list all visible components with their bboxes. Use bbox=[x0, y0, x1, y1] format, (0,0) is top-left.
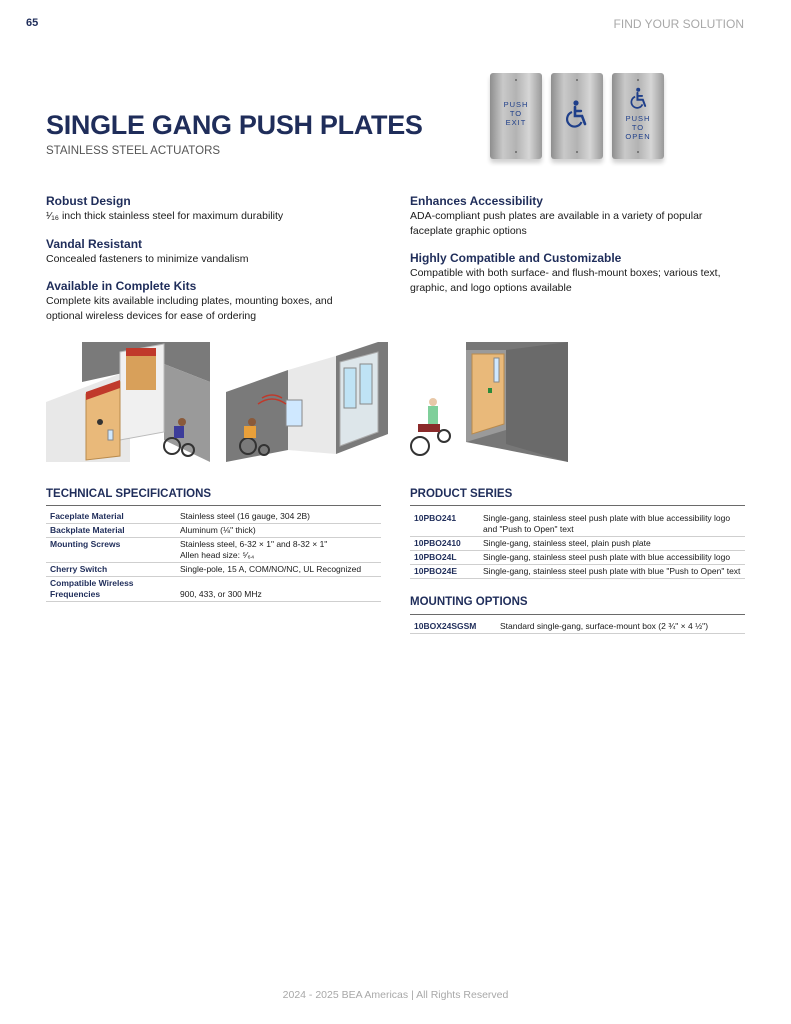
accessibility-logo-plate bbox=[551, 73, 603, 159]
feature-robust-design bbox=[46, 194, 381, 224]
spec-value: Single-pole, 15 A, COM/NO/NC, UL Recognized bbox=[176, 563, 381, 577]
spec-label: Faceplate Material bbox=[46, 510, 176, 524]
spec-label: Compatible Wireless Frequencies bbox=[46, 577, 176, 602]
spec-value: Stainless steel (16 gauge, 304 2B) bbox=[176, 510, 381, 524]
product-code: 10PBO241 bbox=[410, 512, 479, 537]
push-to-exit-plate bbox=[490, 73, 542, 159]
feature-compatible bbox=[410, 251, 745, 295]
feature-vandal-resistant bbox=[46, 237, 381, 267]
feature-text: ADA-compliant push plates are available in a variety of popular faceplate graphic options bbox=[410, 210, 703, 237]
feature-heading: Vandal Resistant bbox=[46, 237, 143, 251]
feature-text: Concealed fasteners to minimize vandalism bbox=[46, 253, 249, 265]
product-code: 10PBO24L bbox=[410, 551, 479, 565]
page-subtitle: STAINLESS STEEL ACTUATORS bbox=[46, 145, 221, 157]
illustration-double-door bbox=[46, 342, 210, 462]
feature-heading: Available in Complete Kits bbox=[46, 279, 197, 293]
wheelchair-icon bbox=[564, 100, 590, 130]
section-divider bbox=[410, 614, 745, 615]
mounting-options-table bbox=[410, 620, 745, 634]
section-label: FIND YOUR SOLUTION bbox=[613, 17, 744, 31]
table-row bbox=[410, 512, 745, 537]
table-row bbox=[410, 537, 745, 551]
feature-text: Complete kits available including plates, mounting boxes, and optional wireless devices for ease of ordering bbox=[46, 295, 333, 322]
product-series-table bbox=[410, 512, 745, 579]
push-to-open-plate bbox=[612, 73, 664, 159]
plate-text-open: PUSH TO OPEN bbox=[625, 114, 651, 141]
product-description: Single-gang, stainless steel, plain push plate bbox=[479, 537, 745, 551]
illustration-single-door bbox=[404, 342, 568, 462]
spec-label: Backplate Material bbox=[46, 524, 176, 538]
feature-heading: Highly Compatible and Customizable bbox=[410, 251, 622, 265]
illustration-wireless-door bbox=[226, 342, 388, 462]
feature-text: ¹⁄₁₆ inch thick stainless steel for maximum durability bbox=[46, 210, 284, 222]
plate-text-exit: PUSH TO EXIT bbox=[503, 100, 529, 127]
product-description: Single-gang, stainless steel push plate with blue accessibility logo bbox=[479, 551, 745, 565]
feature-heading: Robust Design bbox=[46, 194, 131, 208]
table-row bbox=[410, 565, 745, 579]
footer-copyright: 2024 - 2025 BEA Americas | All Rights Reserved bbox=[282, 989, 509, 1001]
product-code: 10PBO2410 bbox=[410, 537, 479, 551]
table-row bbox=[46, 577, 381, 602]
product-description: Single-gang, stainless steel push plate with blue accessibility logo and "Push to Open" text bbox=[479, 512, 745, 537]
page-title: SINGLE GANG PUSH PLATES bbox=[46, 110, 423, 140]
product-code: 10BOX24SGSM bbox=[410, 620, 496, 634]
feature-text: Compatible with both surface- and flush-mount boxes; various text, graphic, and logo options available bbox=[410, 267, 721, 294]
feature-complete-kits bbox=[46, 279, 366, 323]
wheelchair-icon bbox=[629, 87, 649, 111]
spec-value: Stainless steel, 6-32 × 1" and 8-32 × 1" Allen head size: ⁵⁄₆₄ bbox=[176, 538, 381, 563]
table-row bbox=[46, 524, 381, 538]
spec-label: Mounting Screws bbox=[46, 538, 176, 563]
product-description: Standard single-gang, surface-mount box (2 ¾" × 4 ½") bbox=[496, 620, 745, 634]
section-divider bbox=[46, 505, 381, 506]
mounting-options-heading: MOUNTING OPTIONS bbox=[410, 596, 528, 608]
section-divider bbox=[410, 505, 745, 506]
feature-heading: Enhances Accessibility bbox=[410, 194, 543, 208]
product-description: Single-gang, stainless steel push plate with blue "Push to Open" text bbox=[479, 565, 745, 579]
table-row bbox=[46, 563, 381, 577]
tech-specs-table bbox=[46, 510, 381, 602]
tech-specs-heading: TECHNICAL SPECIFICATIONS bbox=[46, 488, 212, 500]
table-row bbox=[410, 620, 745, 634]
page-number: 65 bbox=[26, 17, 39, 29]
table-row bbox=[46, 510, 381, 524]
feature-accessibility bbox=[410, 194, 740, 238]
table-row bbox=[410, 551, 745, 565]
spec-value: Aluminum (⅛" thick) bbox=[176, 524, 381, 538]
table-row bbox=[46, 538, 381, 563]
spec-value: 900, 433, or 300 MHz bbox=[176, 577, 381, 602]
spec-label: Cherry Switch bbox=[46, 563, 176, 577]
product-code: 10PBO24E bbox=[410, 565, 479, 579]
product-series-heading: PRODUCT SERIES bbox=[410, 488, 513, 500]
